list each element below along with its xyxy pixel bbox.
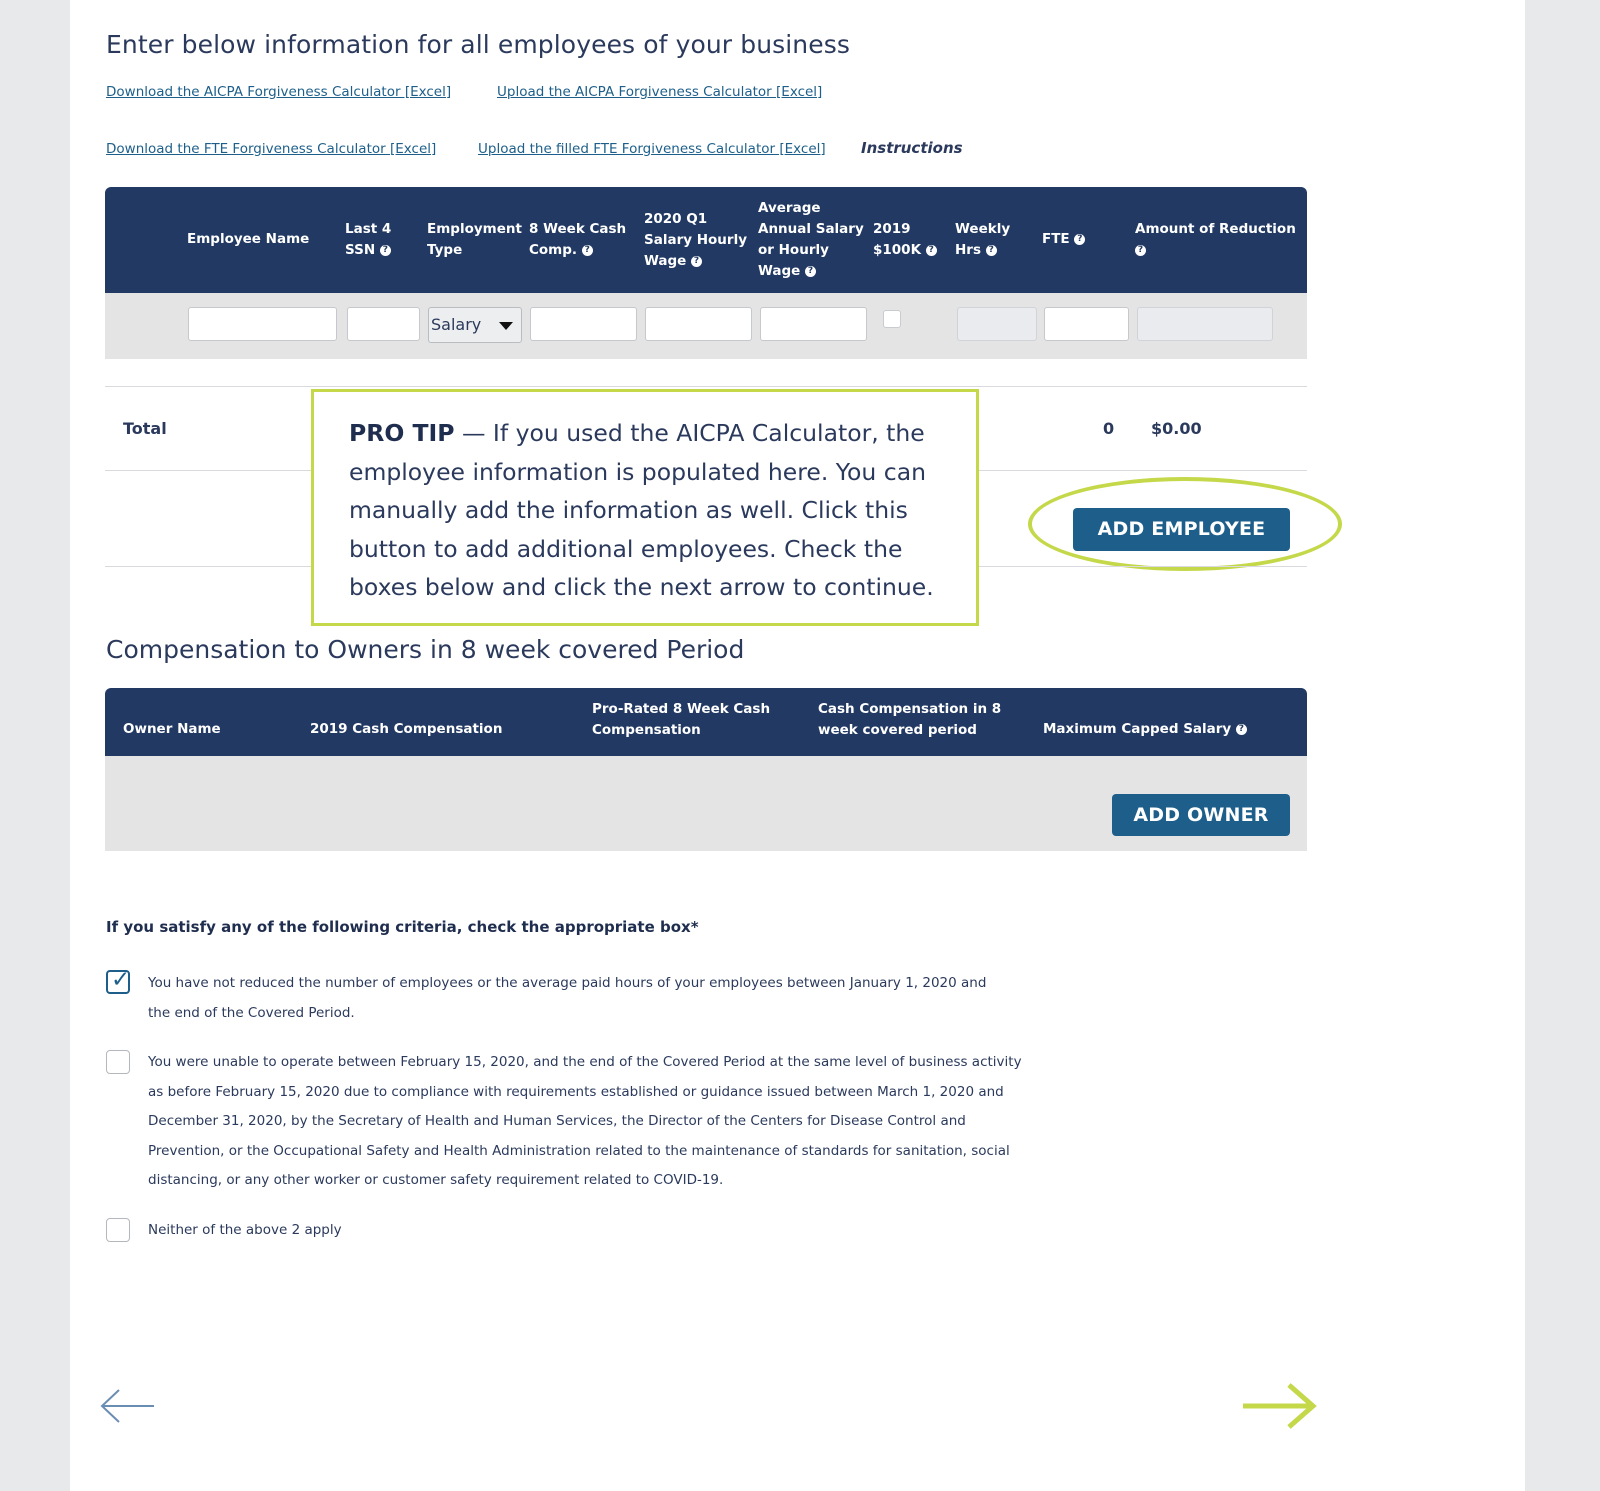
instructions-link[interactable]: Instructions [861,139,963,157]
help-icon[interactable]: ? [1236,724,1247,735]
help-icon[interactable]: ? [380,245,391,256]
col-avg-salary: Average Annual Salary or Hourly Wage ? [758,200,864,279]
col-last4-ssn: Last 4 SSN ? [345,221,392,258]
criteria-checkbox-1[interactable] [106,967,131,994]
col-q1-salary: 2020 Q1 Salary Hourly Wage ? [644,211,747,269]
col-cash-comp: 8 Week Cash Comp. ? [529,221,627,258]
total-reduction: $0.00 [1151,419,1202,438]
criteria-text-1: You have not reduced the number of employees or the average paid hours of your employees between January 1, 2020 and the end of the Covered Period. [148,975,987,1021]
col-employment-type: Employment Type [427,221,522,258]
add-owner-button[interactable]: ADD OWNER [1112,794,1290,836]
col-reduction: Amount of Reduction ? [1135,221,1296,255]
col-fte: FTE ? [1042,229,1085,250]
col-max-capped: Maximum Capped Salary ? [1043,719,1247,740]
col-prorated: Pro-Rated 8 Week Cash Compensation [592,701,771,738]
criteria-title: If you satisfy any of the following criteria, check the appropriate box* [106,918,699,936]
employment-type-select[interactable] [428,307,522,343]
criteria-checkbox-3[interactable] [106,1218,130,1242]
help-icon[interactable]: ? [805,266,816,277]
download-fte-link[interactable]: Download the FTE Forgiveness Calculator [Excel] [106,141,437,157]
avg-salary-input[interactable] [760,307,867,341]
owners-section-title: Compensation to Owners in 8 week covered Period [106,635,745,664]
divider [105,386,1307,387]
owner-table-body [105,756,1307,851]
upload-fte-link[interactable]: Upload the filled FTE Forgiveness Calculator [Excel] [478,141,826,157]
over-100k-checkbox[interactable] [883,310,901,328]
total-fte: 0 [1103,419,1115,438]
col-100k: 2019 $100K ? [873,219,937,261]
help-icon[interactable]: ? [691,256,702,267]
col-owner-name: Owner Name [123,721,221,737]
help-icon[interactable]: ? [582,245,593,256]
help-icon[interactable]: ? [926,245,937,256]
col-employee-name: Employee Name [187,231,310,247]
col-cash-2019: 2019 Cash Compensation [310,721,503,737]
q1-salary-input[interactable] [645,307,752,341]
page [70,0,1525,1491]
cash-comp-input[interactable] [530,307,637,341]
col-weekly-hrs: Weekly Hrs ? [955,221,1011,258]
weekly-hrs-input[interactable] [957,307,1037,341]
download-aicpa-link[interactable]: Download the AICPA Forgiveness Calculator [Excel] [106,84,452,100]
help-icon[interactable]: ? [1135,245,1146,256]
criteria-text-2: You were unable to operate between February 15, 2020, and the end of the Covered Period at the same level of business activity as before February 15, 2020 due to compliance with requirements established or guidance issued between March 1, 2020 and December 31, 2020, by the Secretary of Health and Human Services, the Director of the Centers for Disease Control and Prevention, or the Occupational Safety and Health Administration related to the maintenance of standards for sanitation, social distancing, or any other worker or customer safety requirement related to COVID-19. [148,1054,1022,1188]
reduction-input [1137,307,1273,341]
checkmark-icon: ✓ [111,967,131,993]
col-covered: Cash Compensation in 8 week covered period [818,701,1002,738]
criteria-checkbox-2[interactable] [106,1050,130,1074]
last4-ssn-input[interactable] [347,307,420,341]
fte-input[interactable] [1044,307,1129,341]
employees-section-title: Enter below information for all employees of your business [106,30,850,59]
pro-tip-text: — If you used the AICPA Calculator, the employee information is populated here. You can manually add the information as well. Click this button to add additional employees. Check the boxes below and click the next arrow to continue. [349,419,934,601]
total-label: Total [123,419,167,438]
employee-name-input[interactable] [188,307,337,341]
help-icon[interactable]: ? [986,245,997,256]
chevron-down-icon [499,322,513,330]
add-employee-button[interactable]: ADD EMPLOYEE [1073,508,1290,551]
pro-tip-callout [311,389,979,626]
upload-aicpa-link[interactable]: Upload the AICPA Forgiveness Calculator [Excel] [497,84,823,100]
arrow-left-icon[interactable] [99,1388,157,1424]
employment-type-value: Salary [431,315,482,334]
help-icon[interactable]: ? [1074,234,1085,245]
owner-table-header [105,688,1307,756]
criteria-text-3: Neither of the above 2 apply [148,1222,342,1238]
employee-table-header [105,187,1307,293]
employee-input-row [105,293,1307,359]
pro-tip-label: PRO TIP [349,419,455,447]
arrow-right-icon[interactable] [1241,1383,1317,1429]
